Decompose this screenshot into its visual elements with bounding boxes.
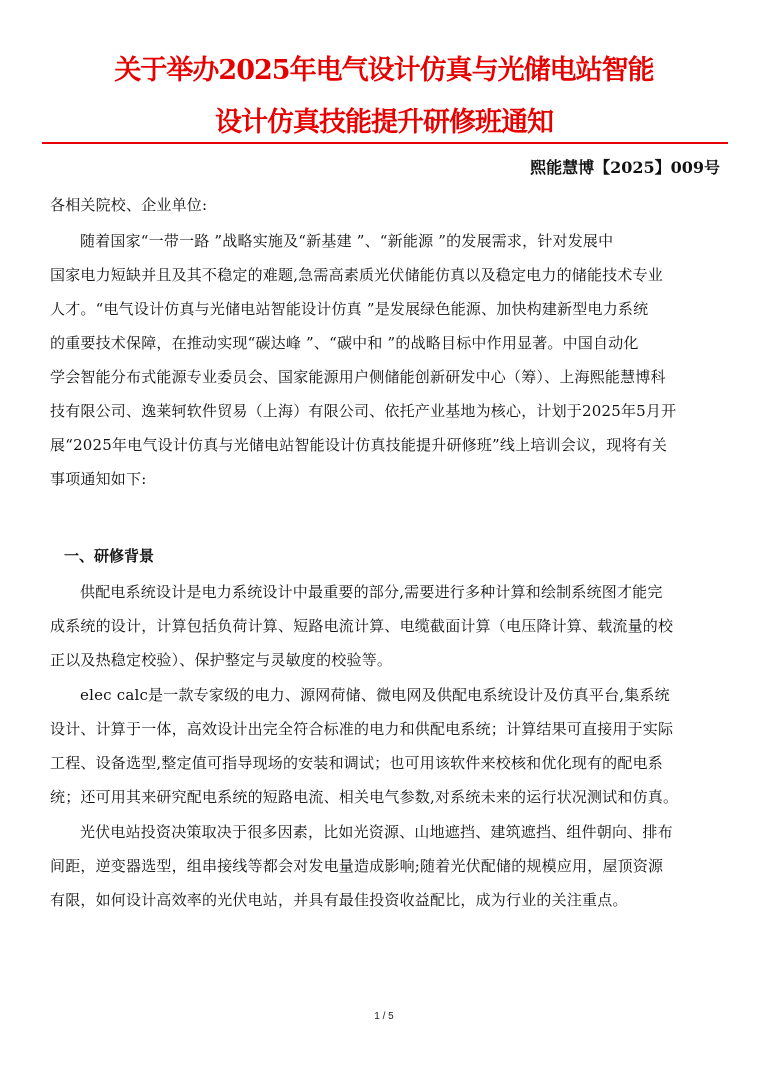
intro-line: 的重要技术保障，在推动实现“碳达峰 ”、“碳中和 ”的战略目标中作用显著。中国自动化 bbox=[50, 334, 639, 352]
paragraph-line: elec calc是一款专家级的电力、源网荷储、微电网及供配电系统设计及仿真平台,集系统 bbox=[80, 686, 670, 704]
paragraph-line: 成系统的设计，计算包括负荷计算、短路电流计算、电缆截面计算（电压降计算、载流量的校 bbox=[50, 617, 674, 635]
paragraph-line: 工程、设备选型,整定值可指导现场的安装和调试；也可用该软件来校核和优化现有的配电系 bbox=[50, 754, 663, 772]
intro-line: 国家电力短缺并且及其不稳定的难题,急需高素质光伏储能仿真以及稳定电力的储能技术专业 bbox=[50, 266, 663, 284]
intro-line: 展“2025年电气设计仿真与光储电站智能设计仿真技能提升研修班”线上培训会议，现将有关 bbox=[50, 436, 668, 454]
intro-line: 事项通知如下: bbox=[50, 470, 147, 488]
document-title-line-1: 关于举办2025年电气设计仿真与光储电站智能 bbox=[114, 55, 654, 86]
intro-line: 学会智能分布式能源专业委员会、国家能源用户侧储能创新研发中心（筹）、上海熙能慧博科 bbox=[50, 368, 666, 386]
document-number: 熙能慧博【2025】009号 bbox=[530, 158, 720, 177]
paragraph-line: 统；还可用其来研究配电系统的短路电流、相关电气参数,对系统未来的运行状况测试和仿真。 bbox=[50, 788, 679, 806]
section-heading: 一、研修背景 bbox=[64, 547, 155, 565]
paragraph-line: 有限，如何设计高效率的光伏电站，并具有最佳投资收益配比，成为行业的关注重点。 bbox=[50, 891, 628, 909]
intro-line: 人才。“电气设计仿真与光储电站智能设计仿真 ”是发展绿色能源、加快构建新型电力系统 bbox=[50, 300, 649, 318]
intro-line: 随着国家“一带一路 ”战略实施及“新基建 ”、“新能源 ”的发展需求，针对发展中 bbox=[80, 232, 614, 250]
paragraph-line: 光伏电站投资决策取决于很多因素，比如光资源、山地遮挡、建筑遮挡、组件朝向、排布 bbox=[80, 823, 673, 841]
paragraph-line: 间距，逆变器选型，组串接线等都会对发电量造成影响;随着光伏配储的规模应用，屋顶资源 bbox=[50, 857, 664, 875]
red-header-rule bbox=[42, 142, 728, 144]
page-number: 1 / 5 bbox=[374, 1011, 394, 1022]
salutation: 各相关院校、企业单位: bbox=[50, 196, 208, 214]
intro-line: 技有限公司、逸莱轲软件贸易（上海）有限公司、依托产业基地为核心，计划于2025年5月开 bbox=[50, 402, 677, 420]
paragraph-line: 正以及热稳定校验）、保护整定与灵敏度的校验等。 bbox=[50, 651, 393, 669]
paragraph-line: 供配电系统设计是电力系统设计中最重要的部分,需要进行多种计算和绘制系统图才能完 bbox=[80, 583, 663, 601]
document-title-line-2: 设计仿真技能提升研修班通知 bbox=[215, 107, 553, 138]
paragraph-line: 设计、计算于一体，高效设计出完全符合标准的电力和供配电系统；计算结果可直接用于实际 bbox=[50, 720, 674, 738]
